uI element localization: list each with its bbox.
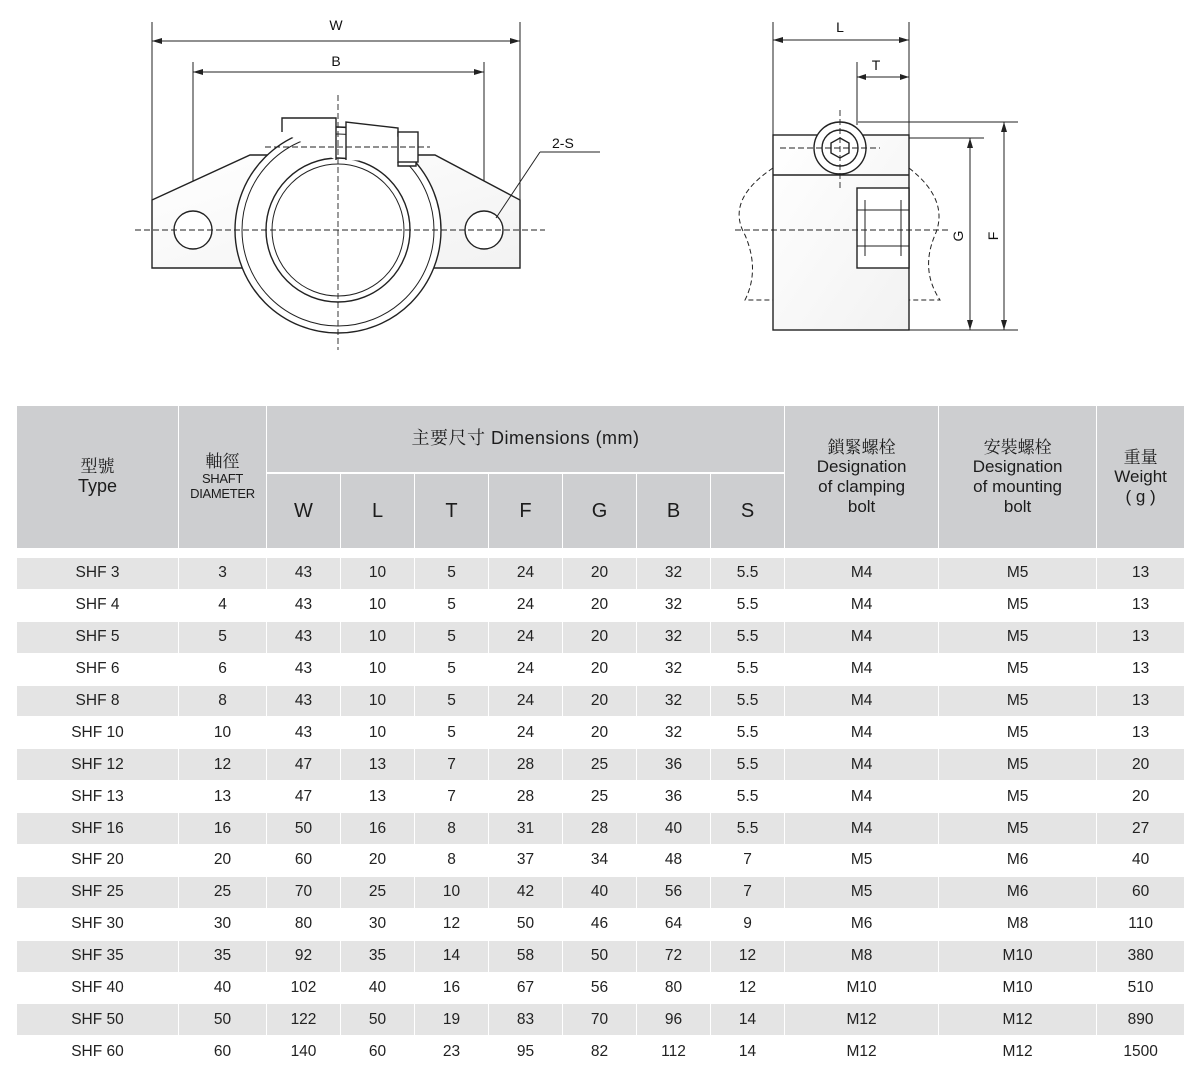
cell-dim-l: 60 [341, 1036, 415, 1068]
cell-dim-b: 32 [637, 589, 711, 621]
cell-type: SHF 20 [17, 845, 179, 877]
cell-dim-f: 42 [489, 876, 563, 908]
cell-dim-b: 32 [637, 621, 711, 653]
cell-dim-s: 5.5 [711, 589, 785, 621]
cell-dim-w: 47 [267, 781, 341, 813]
cell-dim-b: 40 [637, 813, 711, 845]
cell-dim-l: 10 [341, 653, 415, 685]
cell-shaft-diameter: 3 [179, 558, 267, 589]
cell-shaft-diameter: 4 [179, 589, 267, 621]
cell-dim-b: 96 [637, 1004, 711, 1036]
cell-mounting-bolt: M5 [939, 749, 1097, 781]
cell-dim-g: 20 [563, 621, 637, 653]
cell-dim-s: 9 [711, 908, 785, 940]
cell-clamping-bolt: M4 [785, 653, 939, 685]
cell-shaft-diameter: 50 [179, 1004, 267, 1036]
cell-dim-s: 7 [711, 845, 785, 877]
cell-dim-w: 70 [267, 876, 341, 908]
cell-dim-l: 10 [341, 558, 415, 589]
cell-dim-s: 5.5 [711, 621, 785, 653]
cell-clamping-bolt: M4 [785, 558, 939, 589]
cell-dim-b: 48 [637, 845, 711, 877]
cell-shaft-diameter: 25 [179, 876, 267, 908]
cell-mounting-bolt: M5 [939, 589, 1097, 621]
cell-mounting-bolt: M10 [939, 972, 1097, 1004]
label-t: T [871, 57, 881, 73]
cell-mounting-bolt: M5 [939, 621, 1097, 653]
cell-clamping-bolt: M4 [785, 781, 939, 813]
cell-dim-w: 102 [267, 972, 341, 1004]
cell-type: SHF 6 [17, 653, 179, 685]
cell-dim-b: 72 [637, 940, 711, 972]
cell-clamping-bolt: M8 [785, 940, 939, 972]
cell-dim-l: 10 [341, 685, 415, 717]
cell-dim-t: 5 [415, 558, 489, 589]
cell-mounting-bolt: M10 [939, 940, 1097, 972]
cell-weight: 20 [1097, 749, 1185, 781]
cell-type: SHF 10 [17, 717, 179, 749]
table-row [17, 558, 1185, 589]
cell-dim-t: 12 [415, 908, 489, 940]
cell-dim-b: 36 [637, 749, 711, 781]
cell-dim-g: 28 [563, 813, 637, 845]
cell-dim-f: 67 [489, 972, 563, 1004]
cell-dim-s: 5.5 [711, 749, 785, 781]
table-row [17, 653, 1185, 685]
cell-mounting-bolt: M12 [939, 1004, 1097, 1036]
cell-weight: 13 [1097, 653, 1185, 685]
table-row [17, 908, 1185, 940]
cell-dim-g: 20 [563, 558, 637, 589]
cell-dim-l: 40 [341, 972, 415, 1004]
cell-dim-t: 5 [415, 621, 489, 653]
cell-shaft-diameter: 8 [179, 685, 267, 717]
cell-clamping-bolt: M10 [785, 972, 939, 1004]
cell-dim-g: 56 [563, 972, 637, 1004]
cell-mounting-bolt: M5 [939, 813, 1097, 845]
table-row [17, 589, 1185, 621]
cell-dim-w: 92 [267, 940, 341, 972]
cell-mounting-bolt: M5 [939, 717, 1097, 749]
cell-weight: 13 [1097, 685, 1185, 717]
cell-shaft-diameter: 5 [179, 621, 267, 653]
table-row [17, 876, 1185, 908]
label-b: B [331, 53, 341, 69]
cell-type: SHF 60 [17, 1036, 179, 1068]
cell-mounting-bolt: M5 [939, 558, 1097, 589]
cell-dim-w: 43 [267, 717, 341, 749]
cell-type: SHF 50 [17, 1004, 179, 1036]
cell-mounting-bolt: M6 [939, 876, 1097, 908]
cell-weight: 380 [1097, 940, 1185, 972]
cell-clamping-bolt: M4 [785, 813, 939, 845]
header-dim-l: L [341, 473, 415, 548]
cell-dim-f: 28 [489, 781, 563, 813]
cell-weight: 13 [1097, 558, 1185, 589]
cell-dim-f: 50 [489, 908, 563, 940]
cell-mounting-bolt: M8 [939, 908, 1097, 940]
cell-dim-t: 5 [415, 685, 489, 717]
cell-dim-t: 5 [415, 589, 489, 621]
cell-weight: 110 [1097, 908, 1185, 940]
cell-dim-t: 5 [415, 653, 489, 685]
cell-dim-s: 5.5 [711, 653, 785, 685]
cell-shaft-diameter: 40 [179, 972, 267, 1004]
cell-dim-l: 10 [341, 621, 415, 653]
cell-dim-g: 20 [563, 685, 637, 717]
cell-dim-f: 28 [489, 749, 563, 781]
cell-dim-l: 10 [341, 589, 415, 621]
cell-dim-b: 56 [637, 876, 711, 908]
cell-dim-t: 10 [415, 876, 489, 908]
cell-dim-t: 8 [415, 813, 489, 845]
cell-clamping-bolt: M4 [785, 749, 939, 781]
cell-dim-t: 16 [415, 972, 489, 1004]
cell-dim-g: 25 [563, 749, 637, 781]
header-dim-g: G [563, 473, 637, 548]
cell-dim-g: 70 [563, 1004, 637, 1036]
cell-dim-f: 24 [489, 653, 563, 685]
cell-dim-w: 47 [267, 749, 341, 781]
cell-dim-b: 64 [637, 908, 711, 940]
cell-dim-f: 83 [489, 1004, 563, 1036]
cell-dim-s: 5.5 [711, 813, 785, 845]
spec-table [16, 406, 1185, 1068]
label-g: G [950, 230, 966, 242]
table-row [17, 972, 1185, 1004]
cell-dim-w: 43 [267, 653, 341, 685]
cell-clamping-bolt: M4 [785, 717, 939, 749]
cell-clamping-bolt: M12 [785, 1004, 939, 1036]
cell-dim-w: 50 [267, 813, 341, 845]
cell-dim-b: 32 [637, 685, 711, 717]
cell-dim-s: 14 [711, 1004, 785, 1036]
cell-dim-w: 80 [267, 908, 341, 940]
cell-dim-l: 30 [341, 908, 415, 940]
cell-shaft-diameter: 6 [179, 653, 267, 685]
header-weight: 重量 Weight ( g ) [1097, 406, 1185, 548]
cell-type: SHF 5 [17, 621, 179, 653]
header-type: 型號 Type [17, 406, 179, 548]
cell-dim-b: 32 [637, 653, 711, 685]
cell-clamping-bolt: M6 [785, 908, 939, 940]
dim-t [857, 62, 909, 125]
cell-dim-s: 7 [711, 876, 785, 908]
cell-clamping-bolt: M4 [785, 589, 939, 621]
cell-shaft-diameter: 12 [179, 749, 267, 781]
cell-dim-f: 24 [489, 589, 563, 621]
cell-dim-w: 43 [267, 621, 341, 653]
cell-clamping-bolt: M12 [785, 1036, 939, 1068]
cell-type: SHF 3 [17, 558, 179, 589]
table-row [17, 685, 1185, 717]
cell-dim-w: 43 [267, 558, 341, 589]
cell-dim-t: 7 [415, 781, 489, 813]
cell-dim-f: 24 [489, 685, 563, 717]
label-w: W [329, 17, 343, 33]
cell-dim-b: 32 [637, 717, 711, 749]
header-dim-w: W [267, 473, 341, 548]
dim-l [773, 22, 909, 135]
label-l: L [836, 19, 844, 35]
cell-dim-g: 20 [563, 653, 637, 685]
table-row [17, 813, 1185, 845]
cell-dim-f: 24 [489, 621, 563, 653]
cell-shaft-diameter: 60 [179, 1036, 267, 1068]
cell-weight: 20 [1097, 781, 1185, 813]
table-row [17, 1036, 1185, 1068]
technical-drawing [0, 0, 1200, 400]
cell-dim-w: 43 [267, 685, 341, 717]
cell-dim-g: 20 [563, 717, 637, 749]
cell-dim-b: 36 [637, 781, 711, 813]
cell-clamping-bolt: M5 [785, 845, 939, 877]
header-dimensions: 主要尺寸 Dimensions (mm) [267, 406, 785, 473]
cell-dim-g: 25 [563, 781, 637, 813]
cell-dim-l: 25 [341, 876, 415, 908]
cell-type: SHF 25 [17, 876, 179, 908]
cell-type: SHF 13 [17, 781, 179, 813]
cell-dim-t: 14 [415, 940, 489, 972]
cell-dim-l: 13 [341, 749, 415, 781]
cell-type: SHF 40 [17, 972, 179, 1004]
cell-dim-b: 80 [637, 972, 711, 1004]
cell-shaft-diameter: 13 [179, 781, 267, 813]
cell-dim-g: 46 [563, 908, 637, 940]
cell-dim-g: 34 [563, 845, 637, 877]
table-row [17, 940, 1185, 972]
cell-dim-l: 35 [341, 940, 415, 972]
cell-shaft-diameter: 35 [179, 940, 267, 972]
cell-weight: 40 [1097, 845, 1185, 877]
front-view [135, 22, 600, 350]
header-mounting-bolt: 安裝螺栓 Designation of mounting bolt [939, 406, 1097, 548]
cell-shaft-diameter: 16 [179, 813, 267, 845]
cell-dim-s: 5.5 [711, 558, 785, 589]
cell-clamping-bolt: M5 [785, 876, 939, 908]
cell-dim-l: 50 [341, 1004, 415, 1036]
table-header [17, 406, 1185, 548]
cell-dim-w: 43 [267, 589, 341, 621]
cell-dim-s: 5.5 [711, 685, 785, 717]
cell-clamping-bolt: M4 [785, 685, 939, 717]
cell-dim-w: 60 [267, 845, 341, 877]
table-body [17, 548, 1185, 1068]
cell-dim-g: 50 [563, 940, 637, 972]
cell-weight: 890 [1097, 1004, 1185, 1036]
cell-dim-l: 16 [341, 813, 415, 845]
table-row [17, 621, 1185, 653]
header-dim-b: B [637, 473, 711, 548]
cell-dim-f: 24 [489, 717, 563, 749]
cell-clamping-bolt: M4 [785, 621, 939, 653]
cell-dim-w: 140 [267, 1036, 341, 1068]
cell-dim-t: 5 [415, 717, 489, 749]
table-row [17, 749, 1185, 781]
cell-dim-g: 82 [563, 1036, 637, 1068]
cell-mounting-bolt: M6 [939, 845, 1097, 877]
cell-mounting-bolt: M5 [939, 653, 1097, 685]
table-row [17, 845, 1185, 877]
cell-weight: 510 [1097, 972, 1185, 1004]
table-row [17, 1004, 1185, 1036]
cell-dim-l: 10 [341, 717, 415, 749]
cell-dim-s: 5.5 [711, 781, 785, 813]
header-dim-f: F [489, 473, 563, 548]
cell-dim-g: 40 [563, 876, 637, 908]
cell-type: SHF 8 [17, 685, 179, 717]
cell-type: SHF 12 [17, 749, 179, 781]
cell-type: SHF 30 [17, 908, 179, 940]
cell-dim-t: 19 [415, 1004, 489, 1036]
cell-dim-l: 20 [341, 845, 415, 877]
cell-dim-s: 12 [711, 940, 785, 972]
cell-mounting-bolt: M12 [939, 1036, 1097, 1068]
cell-mounting-bolt: M5 [939, 685, 1097, 717]
cell-dim-t: 8 [415, 845, 489, 877]
header-clamping-bolt: 鎖緊螺栓 Designation of clamping bolt [785, 406, 939, 548]
cell-weight: 13 [1097, 621, 1185, 653]
cell-weight: 60 [1097, 876, 1185, 908]
cell-dim-s: 5.5 [711, 717, 785, 749]
cell-weight: 27 [1097, 813, 1185, 845]
cell-dim-s: 14 [711, 1036, 785, 1068]
label-f: F [985, 231, 1001, 241]
cell-weight: 1500 [1097, 1036, 1185, 1068]
cell-dim-s: 12 [711, 972, 785, 1004]
cell-shaft-diameter: 20 [179, 845, 267, 877]
header-dim-t: T [415, 473, 489, 548]
label-2s: 2-S [552, 135, 574, 151]
cell-dim-f: 37 [489, 845, 563, 877]
cell-dim-b: 112 [637, 1036, 711, 1068]
cell-dim-w: 122 [267, 1004, 341, 1036]
cell-weight: 13 [1097, 589, 1185, 621]
table-row [17, 717, 1185, 749]
cell-weight: 13 [1097, 717, 1185, 749]
header-shaft: 軸徑 SHAFT DIAMETER [179, 406, 267, 548]
cell-dim-t: 23 [415, 1036, 489, 1068]
drawing-canvas [0, 0, 1200, 400]
cell-mounting-bolt: M5 [939, 781, 1097, 813]
cell-dim-f: 31 [489, 813, 563, 845]
cell-shaft-diameter: 30 [179, 908, 267, 940]
cell-dim-f: 58 [489, 940, 563, 972]
table-row [17, 781, 1185, 813]
cell-dim-g: 20 [563, 589, 637, 621]
cell-dim-t: 7 [415, 749, 489, 781]
cell-dim-l: 13 [341, 781, 415, 813]
cell-shaft-diameter: 10 [179, 717, 267, 749]
cell-dim-b: 32 [637, 558, 711, 589]
header-dim-s: S [711, 473, 785, 548]
cell-dim-f: 24 [489, 558, 563, 589]
cell-type: SHF 35 [17, 940, 179, 972]
cell-type: SHF 16 [17, 813, 179, 845]
cell-dim-f: 95 [489, 1036, 563, 1068]
cell-type: SHF 4 [17, 589, 179, 621]
